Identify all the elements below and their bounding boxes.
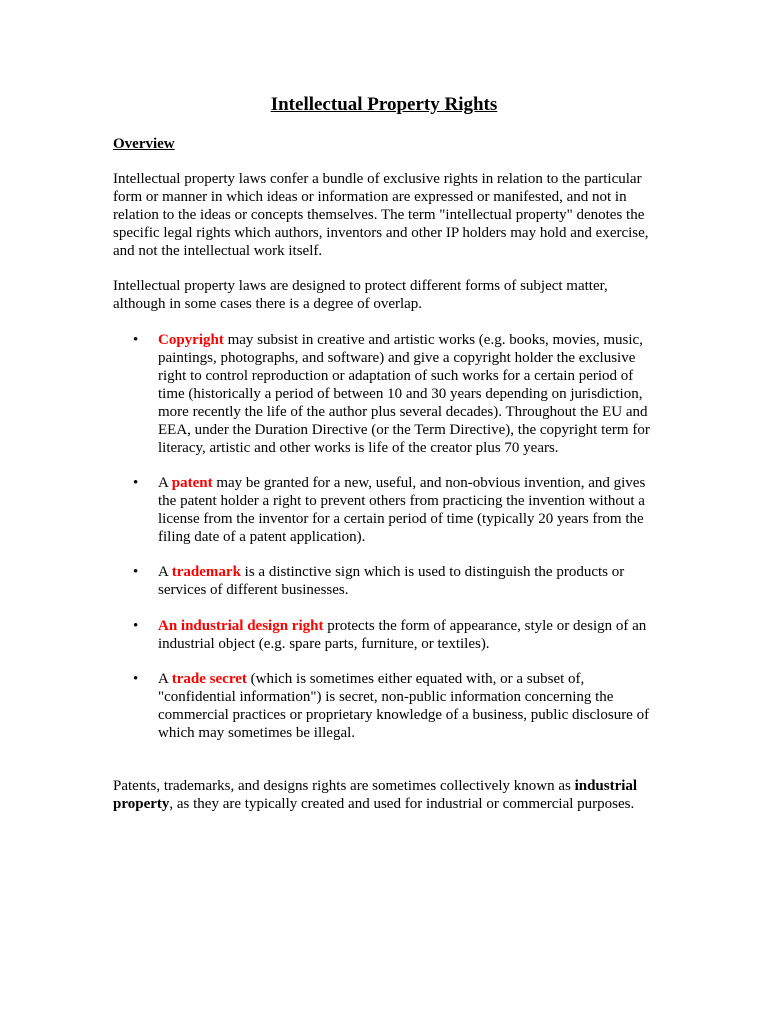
section-heading-overview: Overview <box>113 136 175 152</box>
list-item-text: may be granted for a new, useful, and non-obvious invention, and gives the patent holder a right to prevent others from practicing the invention without a license from the inventor for a certain period of time (typically 20 years from the filing date of a patent application). <box>158 475 646 545</box>
bullet-icon: • <box>133 564 139 580</box>
paragraph-subject-matter: Intellectual property laws are designed to protect different forms of subject matter, although in some cases there is a degree of overlap. <box>113 278 608 312</box>
paragraph-text-after: , as they are typically created and used for industrial or commercial purposes. <box>169 796 635 812</box>
list-item-trademark <box>133 563 656 599</box>
paragraph-industrial-property <box>113 777 658 813</box>
paragraph-text-before: Patents, trademarks, and designs rights are sometimes collectively known as <box>113 778 575 794</box>
bullet-icon: • <box>133 332 139 348</box>
bullet-icon: • <box>133 671 139 687</box>
document-title: Intellectual Property Rights <box>270 94 498 115</box>
bold-industrial-property: industrial property <box>113 778 638 812</box>
term-patent: patent <box>171 475 213 491</box>
bullet-icon: • <box>133 618 139 634</box>
list-item-prefix: A <box>158 475 172 491</box>
list-item-text: is a distinctive sign which is used to distinguish the products or services of different businesses. <box>158 564 625 598</box>
list-item-text: protects the form of appearance, style or design of an industrial object (e.g. spare parts, furniture, or textiles). <box>158 618 647 652</box>
list-item-prefix: A <box>158 564 172 580</box>
list-item-text: (which is sometimes either equated with, or a subset of, "confidential information") is secret, non-public information concerning the commercial practices or proprietary knowledge of a business, public disclosure of which may sometimes be illegal. <box>158 671 650 741</box>
term-trade-secret: trade secret <box>171 671 247 687</box>
list-item-industrial-design <box>133 617 656 653</box>
list-item-copyright <box>133 331 656 457</box>
list-item-patent <box>133 474 656 546</box>
term-trademark: trademark <box>171 564 241 580</box>
bullet-icon: • <box>133 475 139 491</box>
term-copyright: Copyright <box>158 332 224 348</box>
term-industrial-design-right: An industrial design right <box>158 618 324 634</box>
list-item-text: may subsist in creative and artistic works (e.g. books, movies, music, paintings, photographs, and software) and give a copyright holder the exclusive right to control reproduction or adaptation of such works for a certain period of time (historically a period of between 10 and 30 years depending on jurisdiction, more recently the life of the author plus several decades). Throughout the EU and EEA, under the Duration Directive (or the Term Directive), the copyright term for literacy, artistic and other works is life of the creator plus 70 years. <box>158 332 650 456</box>
list-item-prefix: A <box>158 671 172 687</box>
list-item-trade-secret <box>133 670 656 742</box>
paragraph-intro: Intellectual property laws confer a bundle of exclusive rights in relation to the particular form or manner in which ideas or information are expressed or manifested, and not in relation to the ideas or concepts themselves. The term "intellectual property" denotes the specific legal rights which authors, inventors and other IP holders may hold and exercise, and not the intellectual work itself. <box>113 171 649 259</box>
